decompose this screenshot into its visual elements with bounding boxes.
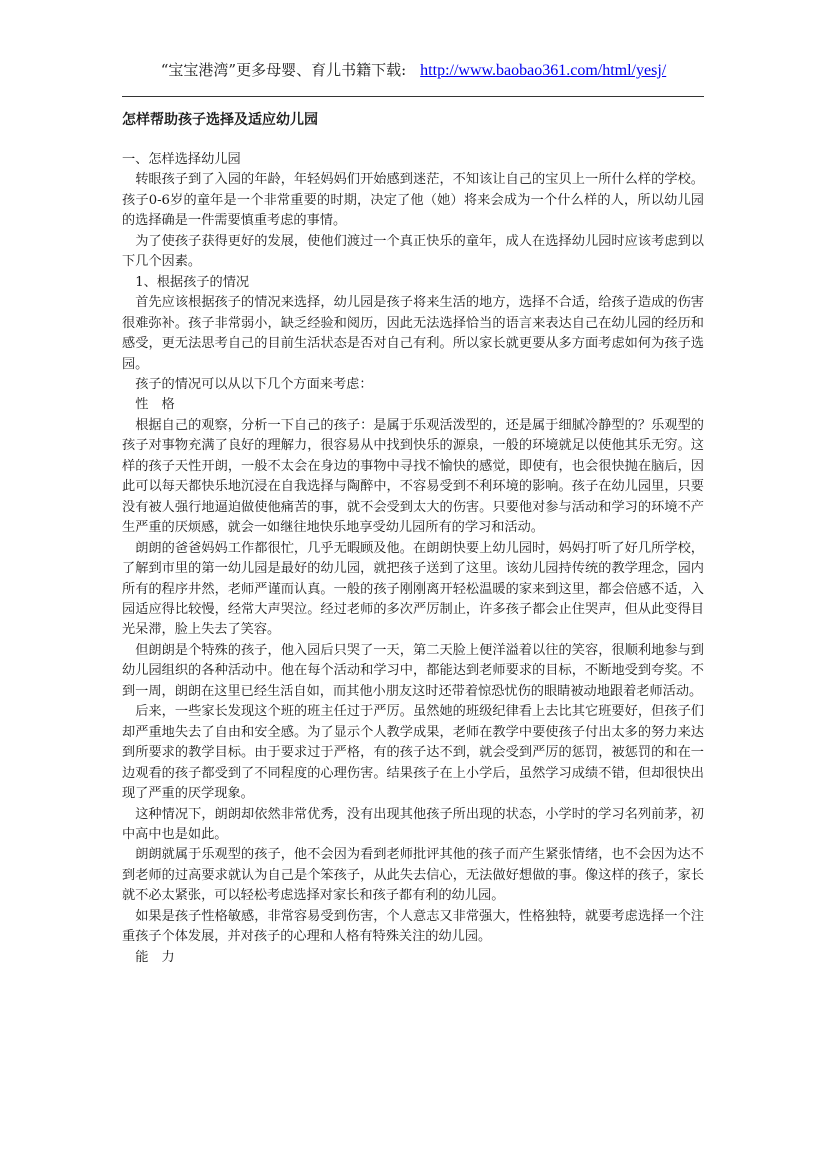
paragraph: 如果是孩子性格敏感，非常容易受到伤害，个人意志又非常强大，性格独特，就要考虑选择一个注重孩子个体发展，并对孩子的心理和人格有特殊关注的幼儿园。 bbox=[122, 908, 704, 945]
header-divider bbox=[122, 96, 704, 97]
header-text: “宝宝港湾”更多母婴、育儿书籍下载: bbox=[160, 61, 407, 79]
section-heading: 一、怎样选择幼儿园 bbox=[122, 152, 241, 167]
paragraph: 首先应该根据孩子的情况来选择，幼儿园是孩子将来生活的地方，选择不合适，给孩子造成的伤害很难弥补。孩子非常弱小，缺乏经验和阅历，因此无法选择恰当的语言来表达自己在幼儿园的经历和感受，更无法思考自己的目前生活状态是否对自己有利。所以家长就更要从多方面考虑如何为孩子选园。 bbox=[122, 295, 704, 372]
paragraph: 朗朗就属于乐观型的孩子，他不会因为看到老师批评其他的孩子而产生紧张情绪，也不会因为达不到老师的过高要求就认为自己是个笨孩子，从此失去信心，无法做好想做的事。像这样的孩子，家长就不必太紧张，可以轻松考虑选择对家长和孩子都有利的幼儿园。 bbox=[122, 847, 704, 904]
paragraph: 孩子的情况可以从以下几个方面来考虑： bbox=[135, 376, 373, 392]
paragraph: 后来，一些家长发现这个班的班主任过于严厉。虽然她的班级纪律看上去比其它班要好，但孩子们却严重地失去了自由和安全感。为了显示个人教学成果，老师在教学中要使孩子付出太多的努力来达到所要求的教学目标。由于要求过于严格，有的孩子达不到，就会受到严厉的惩罚，被惩罚的和在一边观看的孩子都受到了不同程度的心理伤害。结果孩子在上小学后，虽然学习成绩不错，但却很快出现了严重的厌学现象。 bbox=[122, 704, 704, 802]
topic-heading: 性 格 bbox=[135, 397, 175, 413]
paragraph: 为了使孩子获得更好的发展，使他们渡过一个真正快乐的童年，成人在选择幼儿园时应该考虑到以下几个因素。 bbox=[122, 233, 704, 270]
paragraph: 朗朗的爸爸妈妈工作都很忙，几乎无暇顾及他。在朗朗快要上幼儿园时，妈妈打听了好几所学校，了解到市里的第一幼儿园是最好的幼儿园，就把孩子送到了这里。该幼儿园持传统的教学理念，园内所有的程序井然，老师严谨而认真。一般的孩子刚刚离开轻松温暖的家来到这里，都会倍感不适，入园适应得比较慢，经常大声哭泣。经过老师的多次严厉制止，许多孩子都会止住哭声，但从此变得目光呆滞，脸上失去了笑容。 bbox=[122, 540, 704, 638]
download-link[interactable]: http://www.baobao361.com/html/yesj/ bbox=[420, 62, 667, 79]
page-header bbox=[0, 60, 827, 81]
article-body bbox=[122, 150, 704, 968]
paragraph: 根据自己的观察，分析一下自己的孩子：是属于乐观活泼型的，还是属于细腻冷静型的？乐观型的孩子对事物充满了良好的理解力，很容易从中找到快乐的源泉，一般的环境就足以使他其乐无穷。这样的孩子天性开朗，一般不太会在身边的事物中寻找不愉快的感觉，即使有，也会很快抛在脑后，因此可以每天都快乐地沉浸在自我选择与陶醉中，不容易受到不利环境的影响。孩子在幼儿园里，只要没有被人强行地逼迫做使他痛苦的事，就不会受到太大的伤害。只要他对参与活动和学习的环境不产生严重的厌烦感，就会一如继往地快乐地享受幼儿园所有的学习和活动。 bbox=[122, 417, 704, 536]
article-title: 怎样帮助孩子选择及适应幼儿园 bbox=[122, 112, 318, 128]
subsection-heading: 1、根据孩子的情况 bbox=[135, 274, 250, 290]
topic-heading: 能 力 bbox=[135, 949, 175, 965]
paragraph: 这种情况下，朗朗却依然非常优秀，没有出现其他孩子所出现的状态，小学时的学习名列前茅，初中高中也是如此。 bbox=[122, 806, 704, 842]
paragraph: 转眼孩子到了入园的年龄，年轻妈妈们开始感到迷茫，不知该让自己的宝贝上一所什么样的学校。孩子0-6岁的童年是一个非常重要的时期，决定了他（她）将来会成为一个什么样的人，所以幼儿园的选择确是一件需要慎重考虑的事情。 bbox=[122, 172, 704, 229]
paragraph: 但朗朗是个特殊的孩子，他入园后只哭了一天，第二天脸上便洋溢着以往的笑容，很顺利地参与到幼儿园组织的各种活动中。他在每个活动和学习中，都能达到老师要求的目标，不断地受到夸奖。不到一周，朗朗在这里已经生活自如，而其他小朋友这时还带着惊恐忧伤的眼睛被动地跟着老师活动。 bbox=[122, 642, 704, 699]
